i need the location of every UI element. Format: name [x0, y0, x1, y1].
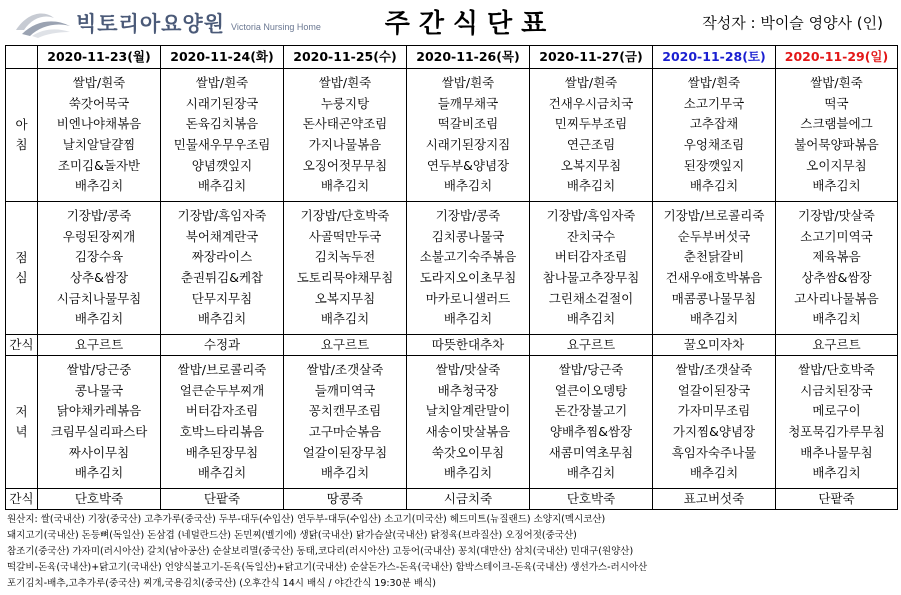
menu-item: 기장밥/콩죽	[435, 208, 501, 224]
menu-item: 배추김치	[566, 465, 616, 481]
dinner-cell	[161, 356, 284, 489]
breakfast-cell	[161, 69, 284, 202]
menu-item: 배추김치	[74, 178, 124, 194]
menu-item: 떡갈비조림	[437, 116, 499, 132]
menu-item: 기장밥/흑임자죽	[546, 208, 636, 224]
menu-item: 기장밥/맛살죽	[798, 208, 875, 224]
menu-item: 그린채소겉절이	[548, 290, 634, 306]
breakfast-cell	[38, 69, 161, 202]
snack2-cell: 땅콩죽	[284, 489, 407, 510]
menu-item: 시래기된장지짐	[425, 137, 511, 152]
origin-note-line: 참조기(중국산) 가자미(러시아산) 갈치(남아공산) 순살보리멸(중국산) 동태,코다리(러시아산) 고등어(국내산) 꽁치(대만산) 삼치(국내산) 민대구(원양산)	[7, 546, 634, 557]
menu-item: 배추김치	[443, 178, 493, 194]
menu-item: 김치콩나물국	[431, 228, 505, 244]
lunch-cell	[38, 202, 161, 335]
menu-item: 크림무실리파스타	[50, 424, 148, 439]
menu-item: 배추김치	[443, 465, 493, 481]
breakfast-cell	[407, 69, 530, 202]
menu-item: 연근조림	[566, 137, 616, 152]
menu-item: 날치알달걀찜	[62, 137, 136, 152]
lunch-label	[6, 202, 38, 335]
snack-row	[6, 335, 898, 356]
meal-label-char: 침	[15, 137, 28, 152]
menu-item: 기장밥/콩죽	[66, 208, 132, 224]
snack2-label: 간식	[6, 489, 38, 510]
lunch-cell	[284, 202, 407, 335]
menu-item: 배추김치	[689, 311, 739, 327]
menu-item: 고구마순볶음	[308, 424, 382, 439]
menu-item: 민찌두부조림	[554, 116, 628, 132]
menu-item: 얼갈이된장국	[677, 382, 751, 398]
lunch-row	[6, 202, 898, 335]
breakfast-cell	[776, 69, 898, 202]
menu-item: 배추김치	[443, 311, 493, 327]
dinner-cell	[407, 356, 530, 489]
menu-item: 배추나물무침	[800, 444, 873, 460]
snack2-cell: 단팥죽	[161, 489, 284, 510]
menu-item: 오징어젓무무침	[302, 157, 388, 173]
lunch-cell	[653, 202, 776, 335]
menu-item: 배추김치	[320, 465, 370, 481]
breakfast-label	[6, 69, 38, 202]
menu-item: 배추김치	[197, 178, 247, 194]
menu-item: 가자미무조림	[677, 403, 751, 419]
menu-item: 쌀밥/흰죽	[810, 75, 863, 91]
snack-cell: 수정과	[161, 335, 284, 356]
menu-table	[5, 45, 898, 510]
menu-item: 기장밥/브로콜리죽	[663, 208, 765, 224]
menu-item: 쌀밥/흰죽	[441, 75, 495, 91]
breakfast-cell	[284, 69, 407, 202]
meal-label-char: 아	[15, 117, 28, 132]
menu-item: 양배추찜&쌈장	[549, 424, 633, 439]
menu-item: 얼큰순두부찌개	[179, 382, 265, 398]
snack2-cell: 단호박죽	[530, 489, 653, 510]
lunch-cell	[161, 202, 284, 335]
menu-item: 단무지무침	[191, 290, 253, 306]
menu-item: 돈육김치볶음	[185, 116, 259, 132]
menu-item: 배추김치	[812, 178, 861, 194]
menu-item: 쌀밥/흰죽	[564, 75, 618, 91]
date-row	[6, 46, 898, 69]
menu-item: 쌀밥/흰죽	[72, 75, 126, 91]
menu-item: 배추김치	[197, 311, 247, 327]
menu-item: 춘권튀김&케찹	[180, 270, 264, 285]
lunch-cell	[776, 202, 898, 335]
menu-item: 쌀밥/당근중	[66, 362, 132, 378]
menu-item: 가지찜&양념장	[672, 424, 756, 439]
snack2-cell: 단호박죽	[38, 489, 161, 510]
menu-item: 기장밥/흑임자죽	[177, 208, 267, 224]
date-header: 2020-11-27(금)	[530, 46, 653, 69]
menu-item: 배추김치	[812, 311, 861, 327]
menu-item: 기장밥/단호박죽	[300, 208, 390, 224]
menu-item: 들깨무채국	[437, 95, 499, 111]
menu-item: 조미김&돌자반	[57, 157, 141, 173]
dinner-cell	[284, 356, 407, 489]
menu-item: 쌀밥/조갯살죽	[306, 362, 384, 378]
menu-item: 얼갈이된장무침	[302, 444, 388, 460]
logo-text: 빅토리아요양원	[76, 12, 226, 36]
menu-item: 김치녹두전	[314, 249, 376, 265]
menu-item: 오이지무침	[806, 157, 867, 173]
snack-cell: 따뜻한대추차	[407, 335, 530, 356]
menu-item: 오복지무침	[314, 290, 376, 306]
date-header: 2020-11-24(화)	[161, 46, 284, 69]
logo-icon	[14, 8, 72, 38]
menu-item: 배추김치	[566, 178, 616, 194]
snack-cell: 요구르트	[776, 335, 898, 356]
menu-item: 쑥갓어묵국	[68, 95, 130, 111]
snack2-cell: 표고버섯죽	[653, 489, 776, 510]
menu-item: 건새우애호박볶음	[665, 270, 763, 285]
menu-item: 배추김치	[812, 465, 861, 481]
menu-item: 고추잡채	[689, 116, 739, 132]
menu-item: 김장수육	[74, 249, 124, 265]
menu-item: 우엉채조림	[683, 137, 745, 152]
logo-subtitle: Victoria Nursing Home	[231, 22, 321, 32]
logo	[14, 5, 321, 41]
menu-item: 제육볶음	[812, 249, 861, 265]
page-title: 주간식단표	[384, 9, 556, 39]
menu-item: 도토리묵야채무침	[296, 270, 394, 285]
menu-item: 가지나물볶음	[308, 137, 382, 152]
menu-item: 상추쌈&쌈장	[801, 270, 872, 285]
origin-note-line: 돼지고기(국내산) 돈등뼈(독일산) 돈삼겹 (네덜란드산) 돈민찌(벨기에) 생닭(국내산) 닭가슴살(국내산) 닭정육(브라질산) 오징어젓(중국산)	[7, 530, 577, 541]
menu-item: 배추된장무침	[185, 444, 259, 460]
snack2-cell: 시금치죽	[407, 489, 530, 510]
menu-item: 배추김치	[566, 311, 616, 327]
menu-item: 새송이맛살볶음	[425, 424, 511, 439]
menu-item: 배추김치	[74, 465, 124, 481]
lunch-cell	[407, 202, 530, 335]
date-header: 2020-11-25(수)	[284, 46, 407, 69]
menu-item: 연두부&양념장	[426, 157, 510, 173]
menu-item: 쑥갓오이무침	[431, 444, 505, 460]
menu-item: 돈사태곤약조림	[302, 116, 388, 132]
menu-item: 민물새우무우조림	[173, 137, 271, 152]
menu-item: 콩나물국	[74, 382, 124, 398]
menu-item: 꽁치캔무조림	[308, 403, 382, 419]
menu-item: 북어채계란국	[185, 228, 259, 244]
lunch-cell	[530, 202, 653, 335]
header	[0, 0, 901, 44]
menu-item: 쌀밥/조갯살죽	[675, 362, 753, 378]
menu-item: 배추김치	[689, 178, 739, 194]
date-header-sunday: 2020-11-29(일)	[776, 46, 898, 69]
dinner-cell	[653, 356, 776, 489]
menu-item: 고사리나물볶음	[794, 290, 879, 306]
menu-item: 오복지무침	[560, 157, 622, 173]
menu-item: 쌀밥/단호박죽	[798, 362, 875, 378]
menu-item: 배추김치	[320, 311, 370, 327]
menu-item: 소고기미역국	[800, 228, 873, 244]
snack-cell: 요구르트	[284, 335, 407, 356]
menu-item: 상추&쌈장	[69, 270, 129, 285]
menu-item: 시금치나물무침	[56, 290, 142, 306]
menu-item: 짜사이무침	[68, 444, 130, 460]
breakfast-cell	[653, 69, 776, 202]
menu-item: 배추김치	[74, 311, 124, 327]
menu-item: 양념깻잎지	[191, 157, 253, 173]
menu-item: 불어묵양파볶음	[794, 137, 879, 152]
menu-item: 쌀밥/맛살죽	[435, 362, 501, 378]
date-header: 2020-11-26(목)	[407, 46, 530, 69]
menu-item: 배추김치	[197, 465, 247, 481]
menu-item: 떡국	[824, 95, 849, 111]
menu-item: 흑임자숙주나물	[671, 444, 757, 460]
menu-item: 된장깻잎지	[683, 157, 745, 173]
dinner-cell	[38, 356, 161, 489]
menu-item: 소고기무국	[683, 95, 745, 111]
menu-item: 누룽지탕	[320, 95, 370, 111]
menu-item: 쌀밥/브로콜리죽	[177, 362, 267, 378]
dinner-cell	[530, 356, 653, 489]
menu-item: 짜장라이스	[191, 249, 253, 265]
menu-item: 매콤콩나물무침	[671, 290, 757, 306]
origin-note-line: 원산지: 쌀(국내산) 기장(중국산) 고추가루(중국산) 두부-대두(수입산) 연두부-대두(수입산) 소고기(미국산) 헤드미트(뉴질랜드) 소양지(멕시코산)	[7, 514, 606, 525]
author: 작성자 : 박이슬 영양사 (인)	[702, 14, 883, 32]
menu-item: 쌀밥/흰죽	[687, 75, 741, 91]
snack-cell: 꿀오미자차	[653, 335, 776, 356]
origin-note-line: 포기김치-배추,고추가루(중국산) 찌개,국용김치(중국산) (오후간식 14시 배식 / 야간간식 19:30분 배식)	[7, 578, 436, 589]
menu-item: 시금치된장국	[800, 382, 873, 398]
menu-item: 소불고기숙주볶음	[419, 249, 517, 265]
menu-item: 쌀밥/흰죽	[318, 75, 372, 91]
menu-item: 배추김치	[320, 178, 370, 194]
menu-item: 건새우시금치국	[548, 95, 634, 111]
menu-item: 호박느타리볶음	[179, 424, 265, 439]
menu-item: 날치알계란말이	[425, 403, 511, 419]
date-header: 2020-11-23(월)	[38, 46, 161, 69]
menu-item: 도라지오이초무침	[419, 270, 517, 285]
menu-item: 춘천닭갈비	[683, 249, 745, 265]
snack2-cell: 단팥죽	[776, 489, 898, 510]
dinner-label	[6, 356, 38, 489]
menu-item: 새콤미역초무침	[548, 444, 634, 460]
menu-item: 버터감자조림	[554, 249, 628, 265]
menu-item: 스크램블에그	[800, 116, 873, 132]
menu-item: 비엔나야채볶음	[56, 116, 142, 132]
meal-label-char: 점	[15, 250, 28, 265]
menu-item: 메로구이	[812, 403, 861, 419]
meal-label-char: 녁	[15, 424, 28, 439]
meal-label-char: 심	[15, 270, 28, 285]
breakfast-cell	[530, 69, 653, 202]
dinner-row	[6, 356, 898, 489]
snack-cell: 요구르트	[38, 335, 161, 356]
menu-item: 사골떡만두국	[308, 228, 382, 244]
menu-item: 얼큰이오뎅탕	[554, 382, 628, 398]
menu-item: 버터감자조림	[185, 403, 259, 419]
menu-item: 배추김치	[689, 465, 739, 481]
origin-note-line: 떡갈비-돈육(국내산)+닭고기(국내산) 언양식불고기-돈육(독일산)+닭고기(국내산) 순살돈가스-돈육(국내산) 함박스테이크-돈육(국내산) 생선가스-러시아산	[7, 562, 648, 573]
dinner-cell	[776, 356, 898, 489]
menu-item: 닭야채카레볶음	[56, 403, 142, 419]
menu-item: 청포묵김가루무침	[788, 424, 885, 439]
meal-label-char: 저	[15, 404, 28, 419]
menu-item: 돈간장불고기	[554, 403, 628, 419]
menu-item: 쌀밥/당근죽	[558, 362, 624, 378]
corner-cell	[6, 46, 38, 69]
menu-item: 쌀밥/흰죽	[195, 75, 249, 91]
menu-item: 참나물고추장무침	[542, 270, 640, 285]
menu-item: 배추청국장	[437, 382, 499, 398]
menu-item: 순두부버섯국	[677, 228, 751, 244]
menu-item: 마카로니샐러드	[425, 290, 511, 306]
snack-cell: 요구르트	[530, 335, 653, 356]
origin-notes	[7, 512, 897, 592]
menu-item: 들깨미역국	[314, 382, 376, 398]
menu-item: 잔치국수	[566, 228, 616, 244]
menu-item: 우렁된장찌개	[62, 228, 136, 244]
breakfast-row	[6, 69, 898, 202]
snack-label: 간식	[6, 335, 38, 356]
date-header-saturday: 2020-11-28(토)	[653, 46, 776, 69]
menu-item: 시래기된장국	[185, 95, 259, 111]
snack2-row	[6, 489, 898, 510]
